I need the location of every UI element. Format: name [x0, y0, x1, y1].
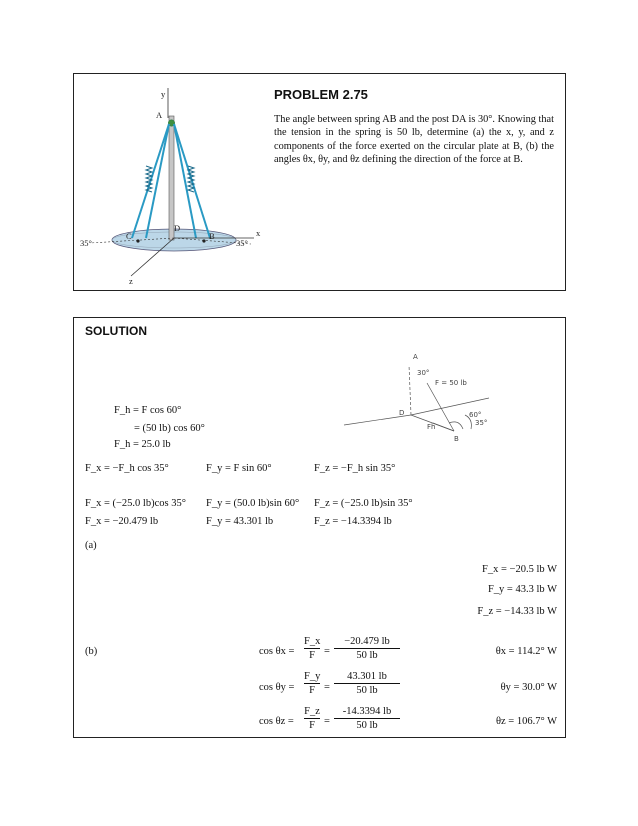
- answer-theta-x: θx = 114.2° W: [495, 646, 557, 657]
- sketch-label-d: D: [399, 409, 405, 417]
- fy-value: F_y = 43.301 lb: [206, 516, 274, 527]
- fx-value: F_x = −20.479 lb: [85, 516, 159, 527]
- fig-label-b: B: [209, 231, 215, 241]
- equals-sign: =: [324, 646, 330, 657]
- frac-num: -14.3394 lb: [342, 706, 392, 717]
- cos-theta-y-lhs: cos θy =: [259, 682, 295, 693]
- fh-line-2: = (50 lb) cos 60°: [134, 423, 205, 434]
- value-fraction-z: [334, 706, 400, 731]
- fh-line-1: F_h = F cos 60°: [114, 405, 182, 416]
- fig-label-a: A: [156, 110, 163, 120]
- fig-label-y: y: [161, 89, 166, 99]
- problem-figure: [76, 78, 266, 290]
- fy-substituted: F_y = (50.0 lb)sin 60°: [206, 498, 300, 509]
- frac-den: 50 lb: [356, 685, 378, 696]
- sketch-angle30: 30°: [417, 369, 430, 377]
- fz-value: F_z = −14.3394 lb: [314, 516, 392, 527]
- sketch-angle60: 60°: [469, 411, 482, 419]
- sketch-fh: Fh: [427, 423, 436, 431]
- fh-line-3: F_h = 25.0 lb: [114, 439, 171, 450]
- post-da: [169, 116, 174, 240]
- frac-num: F_x: [304, 636, 321, 647]
- answer-fy: F_y = 43.3 lb W: [487, 584, 557, 595]
- answer-theta-y: θy = 30.0° W: [500, 682, 557, 693]
- solution-sketch: [329, 345, 499, 445]
- cos-theta-x-lhs: cos θx =: [259, 646, 295, 657]
- part-b-label: (b): [85, 646, 98, 657]
- sketch-label-a: A: [413, 353, 418, 361]
- frac-den: F: [309, 685, 315, 696]
- sketch-label-b: B: [454, 435, 459, 443]
- fy-over-f: [304, 671, 320, 696]
- solution-heading: SOLUTION: [85, 324, 147, 338]
- frac-den: 50 lb: [356, 650, 378, 661]
- value-fraction-y: [334, 671, 400, 696]
- fig-label-c: C: [126, 231, 132, 241]
- fx-over-f: [304, 636, 320, 661]
- equals-sign: =: [324, 716, 330, 727]
- fz-substituted: F_z = (−25.0 lb)sin 35°: [314, 498, 413, 509]
- frac-num: 43.301 lb: [347, 671, 387, 682]
- fig-label-x: x: [256, 228, 261, 238]
- fig-label-z: z: [129, 276, 133, 286]
- fig-angle-left: 35°: [80, 238, 92, 248]
- equals-sign: =: [324, 682, 330, 693]
- frac-num: −20.479 lb: [344, 636, 390, 647]
- fz-symbolic: F_z = −F_h sin 35°: [314, 463, 396, 474]
- part-a-label: (a): [85, 540, 97, 551]
- sketch-force: F = 50 lb: [435, 379, 467, 387]
- answer-fz: F_z = −14.33 lb W: [477, 606, 557, 617]
- fz-over-f: [304, 706, 320, 731]
- answer-fx: F_x = −20.5 lb W: [482, 564, 557, 575]
- fig-angle-right: 35°: [236, 238, 248, 248]
- fx-substituted: F_x = (−25.0 lb)cos 35°: [85, 498, 186, 509]
- sketch-angle35: 35°: [475, 419, 488, 427]
- frac-den: F: [309, 650, 315, 661]
- problem-statement: The angle between spring AB and the post DA is 30°. Knowing that the tension in the spring is 50 lb, determine (a) the x, y, and z components of the force exerted on the circular plate at B, (b) the angles θx, θy, and θz defining the direction of the force at B.: [274, 114, 554, 166]
- fx-symbolic: F_x = −F_h cos 35°: [85, 463, 169, 474]
- problem-box: [73, 73, 566, 291]
- value-fraction-x: [334, 636, 400, 661]
- fig-label-d: D: [174, 223, 181, 233]
- answer-theta-z: θz = 106.7° W: [495, 716, 557, 727]
- frac-num: F_y: [304, 671, 321, 682]
- cos-theta-z-lhs: cos θz =: [259, 716, 294, 727]
- frac-den: 50 lb: [356, 720, 378, 731]
- fy-symbolic: F_y = F sin 60°: [206, 463, 272, 474]
- problem-title: PROBLEM 2.75: [274, 87, 368, 102]
- solution-box: [73, 317, 566, 738]
- frac-den: F: [309, 720, 315, 731]
- frac-num: F_z: [304, 706, 320, 717]
